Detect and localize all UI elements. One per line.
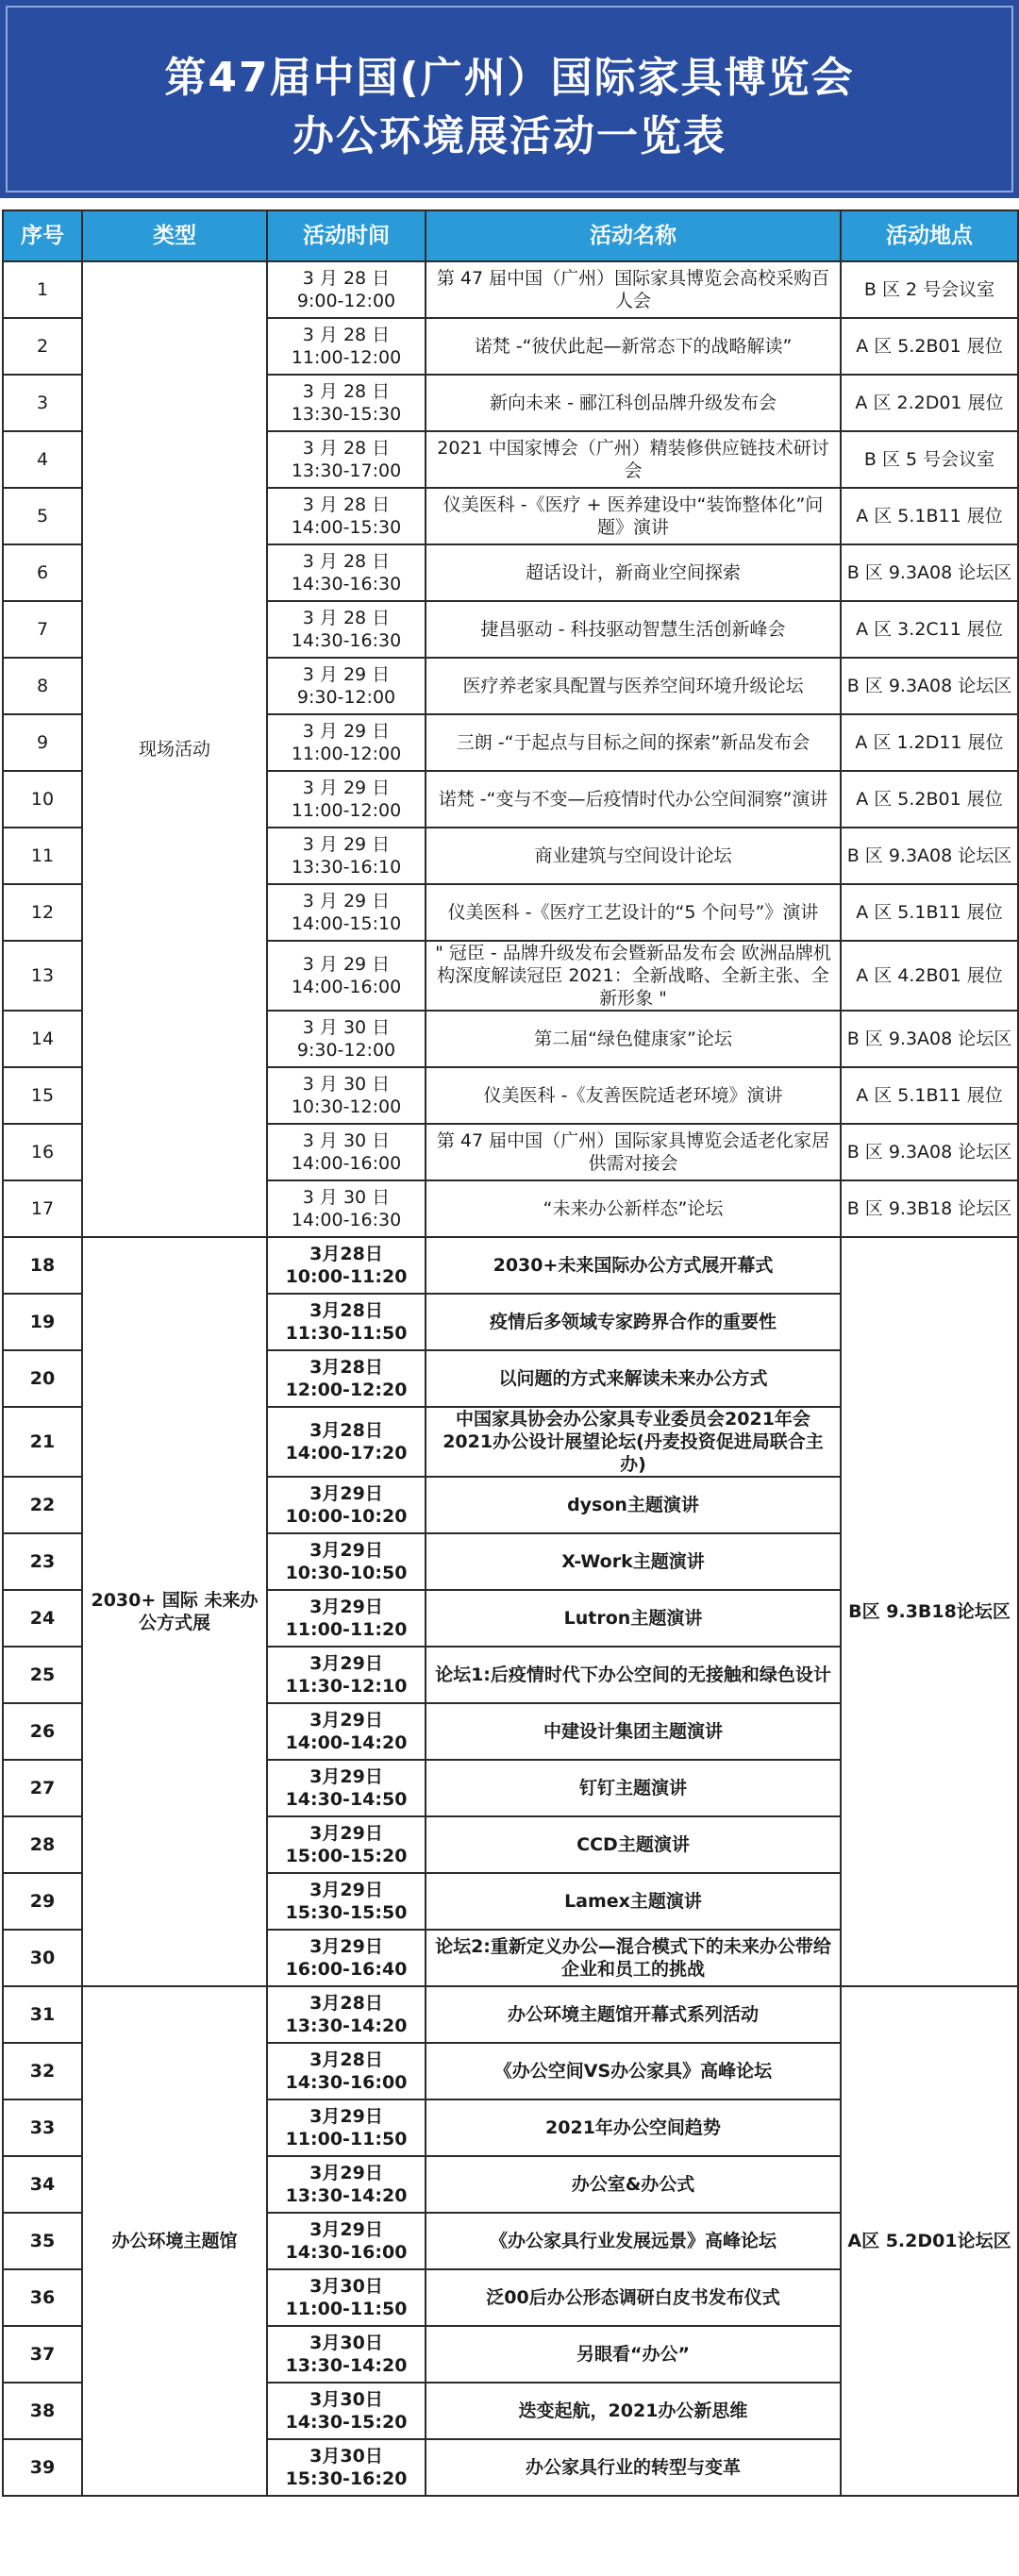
date-text: 3 月 29 日 bbox=[302, 778, 391, 798]
location-cell: A 区 5.1B11 展位 bbox=[841, 1067, 1018, 1124]
row-number: 15 bbox=[3, 1067, 82, 1124]
time-text: 11:00-11:20 bbox=[285, 1619, 408, 1640]
row-number: 23 bbox=[3, 1533, 82, 1590]
date-text: 3 月 30 日 bbox=[302, 1017, 391, 1038]
column-header-type: 类型 bbox=[82, 210, 267, 261]
date-text: 3 月 29 日 bbox=[302, 721, 391, 742]
time-cell bbox=[267, 601, 426, 658]
location-cell: A 区 5.1B11 展位 bbox=[841, 884, 1018, 941]
date-text: 3月29日 bbox=[309, 1823, 383, 1844]
time-cell bbox=[267, 2326, 426, 2383]
time-text: 11:30-11:50 bbox=[285, 1323, 408, 1344]
activity-name: 诺梵 -“彼伏此起—新常态下的战略解读” bbox=[426, 318, 841, 375]
activity-name: “未来办公新样态”论坛 bbox=[426, 1180, 841, 1237]
activity-name: 钉钉主题演讲 bbox=[426, 1760, 841, 1816]
time-text: 14:30-16:00 bbox=[285, 2072, 408, 2093]
time-cell bbox=[267, 714, 426, 771]
date-text: 3 月 30 日 bbox=[302, 1074, 391, 1095]
time-cell bbox=[267, 1294, 426, 1350]
time-text: 14:00-15:30 bbox=[291, 517, 402, 538]
row-number: 18 bbox=[3, 1237, 82, 1294]
row-number: 29 bbox=[3, 1873, 82, 1930]
row-number: 10 bbox=[3, 771, 82, 828]
time-cell bbox=[267, 828, 426, 884]
time-cell bbox=[267, 1477, 426, 1533]
time-text: 14:00-16:30 bbox=[291, 1210, 402, 1230]
time-text: 14:00-16:00 bbox=[291, 1153, 402, 1174]
time-text: 12:00-12:20 bbox=[285, 1380, 408, 1400]
table-header bbox=[3, 210, 1018, 261]
date-text: 3月28日 bbox=[309, 1357, 383, 1378]
location-cell: B 区 5 号会议室 bbox=[841, 431, 1018, 488]
category-cell: 办公环境主题馆 bbox=[82, 1986, 267, 2496]
date-text: 3月30日 bbox=[309, 2389, 383, 2410]
row-number: 37 bbox=[3, 2326, 82, 2383]
time-text: 13:30-14:20 bbox=[285, 2185, 408, 2206]
row-number: 9 bbox=[3, 714, 82, 771]
date-text: 3 月 28 日 bbox=[302, 494, 391, 515]
date-text: 3月29日 bbox=[309, 1597, 383, 1617]
column-header-no: 序号 bbox=[3, 210, 82, 261]
time-text: 9:00-12:00 bbox=[296, 291, 396, 311]
time-text: 10:30-10:50 bbox=[285, 1563, 408, 1583]
activity-name: 第 47 届中国（广州）国际家具博览会适老化家居供需对接会 bbox=[426, 1124, 841, 1180]
date-text: 3月29日 bbox=[309, 1766, 383, 1787]
time-cell bbox=[267, 1124, 426, 1180]
date-text: 3月30日 bbox=[309, 2446, 383, 2467]
row-number: 20 bbox=[3, 1350, 82, 1407]
activity-name: " 冠臣 - 品牌升级发布会暨新品发布会 欧洲品牌机构深度解读冠臣 2021：全新战略、全新主张、全新形象 " bbox=[426, 941, 841, 1011]
row-number: 33 bbox=[3, 2099, 82, 2156]
activity-name: Lutron主题演讲 bbox=[426, 1590, 841, 1647]
activity-name: 办公家具行业的转型与变革 bbox=[426, 2439, 841, 2496]
row-number: 39 bbox=[3, 2439, 82, 2496]
row-number: 11 bbox=[3, 828, 82, 884]
time-cell bbox=[267, 1350, 426, 1407]
time-text: 14:30-14:50 bbox=[285, 1789, 408, 1810]
time-cell bbox=[267, 1590, 426, 1647]
row-number: 12 bbox=[3, 884, 82, 941]
date-text: 3 月 28 日 bbox=[302, 551, 391, 572]
row-number: 35 bbox=[3, 2213, 82, 2269]
row-number: 4 bbox=[3, 431, 82, 488]
date-text: 3 月 29 日 bbox=[302, 891, 391, 912]
location-cell: A 区 5.2B01 展位 bbox=[841, 318, 1018, 375]
date-text: 3 月 28 日 bbox=[302, 268, 391, 289]
activity-name: 医疗养老家具配置与医养空间环境升级论坛 bbox=[426, 658, 841, 714]
activity-name: 超话设计，新商业空间探索 bbox=[426, 544, 841, 601]
row-number: 7 bbox=[3, 601, 82, 658]
table-row bbox=[3, 261, 1018, 318]
date-text: 3 月 28 日 bbox=[302, 438, 391, 459]
row-number: 17 bbox=[3, 1180, 82, 1237]
time-text: 15:30-15:50 bbox=[285, 1902, 408, 1923]
activity-name: 疫情后多领域专家跨界合作的重要性 bbox=[426, 1294, 841, 1350]
table-body bbox=[3, 261, 1018, 2496]
row-number: 16 bbox=[3, 1124, 82, 1180]
time-text: 14:30-16:30 bbox=[291, 630, 402, 651]
date-text: 3月29日 bbox=[309, 2219, 383, 2240]
time-text: 11:00-12:00 bbox=[291, 744, 402, 764]
row-number: 22 bbox=[3, 1477, 82, 1533]
time-cell bbox=[267, 2439, 426, 2496]
time-text: 14:30-16:00 bbox=[285, 2242, 408, 2263]
date-text: 3月28日 bbox=[309, 1300, 383, 1321]
date-text: 3月29日 bbox=[309, 2163, 383, 2183]
activity-name: 泛00后办公形态调研白皮书发布仪式 bbox=[426, 2269, 841, 2326]
time-cell bbox=[267, 1986, 426, 2043]
row-number: 30 bbox=[3, 1930, 82, 1986]
time-cell bbox=[267, 2269, 426, 2326]
time-cell bbox=[267, 1703, 426, 1760]
location-cell: B 区 9.3A08 论坛区 bbox=[841, 828, 1018, 884]
time-text: 10:00-11:20 bbox=[285, 1266, 408, 1287]
time-text: 14:00-15:10 bbox=[291, 913, 402, 934]
date-text: 3 月 29 日 bbox=[302, 834, 391, 855]
date-text: 3月29日 bbox=[309, 1653, 383, 1674]
time-cell bbox=[267, 658, 426, 714]
activity-name: 中建设计集团主题演讲 bbox=[426, 1703, 841, 1760]
column-header-location: 活动地点 bbox=[841, 210, 1018, 261]
location-cell: A 区 5.1B11 展位 bbox=[841, 488, 1018, 544]
table-row bbox=[3, 1986, 1018, 2043]
date-text: 3 月 28 日 bbox=[302, 608, 391, 628]
table-row bbox=[3, 1237, 1018, 1294]
date-text: 3 月 28 日 bbox=[302, 325, 391, 345]
location-cell: B区 9.3B18论坛区 bbox=[841, 1237, 1018, 1986]
date-text: 3月28日 bbox=[309, 1420, 383, 1441]
time-cell bbox=[267, 1533, 426, 1590]
time-cell bbox=[267, 1647, 426, 1703]
time-cell bbox=[267, 1816, 426, 1873]
date-text: 3 月 29 日 bbox=[302, 664, 391, 685]
activity-name: 论坛2:重新定义办公—混合模式下的未来办公带给企业和员工的挑战 bbox=[426, 1930, 841, 1986]
activity-name: 捷昌驱动 - 科技驱动智慧生活创新峰会 bbox=[426, 601, 841, 658]
location-cell: A 区 4.2B01 展位 bbox=[841, 941, 1018, 1011]
category-cell: 2030+ 国际 未来办公方式展 bbox=[82, 1237, 267, 1986]
date-text: 3月28日 bbox=[309, 1244, 383, 1264]
date-text: 3月30日 bbox=[309, 2276, 383, 2297]
time-text: 13:30-16:10 bbox=[291, 857, 402, 878]
date-text: 3月29日 bbox=[309, 1880, 383, 1900]
row-number: 14 bbox=[3, 1011, 82, 1067]
activity-name: 《办公空间VS办公家具》高峰论坛 bbox=[426, 2043, 841, 2099]
location-cell: A 区 5.2B01 展位 bbox=[841, 771, 1018, 828]
activity-name: 仪美医科 -《医疗工艺设计的“5 个问号”》演讲 bbox=[426, 884, 841, 941]
column-header-name: 活动名称 bbox=[426, 210, 841, 261]
row-number: 32 bbox=[3, 2043, 82, 2099]
time-text: 13:30-14:20 bbox=[285, 2016, 408, 2036]
time-cell bbox=[267, 1067, 426, 1124]
time-text: 13:30-14:20 bbox=[285, 2355, 408, 2376]
time-text: 11:00-11:50 bbox=[285, 2129, 408, 2149]
location-cell: A 区 2.2D01 展位 bbox=[841, 375, 1018, 431]
date-text: 3月30日 bbox=[309, 2333, 383, 2353]
activity-name: 新向未来 - 郦江科创品牌升级发布会 bbox=[426, 375, 841, 431]
time-cell bbox=[267, 375, 426, 431]
time-text: 14:30-16:30 bbox=[291, 574, 402, 594]
time-cell bbox=[267, 544, 426, 601]
time-text: 9:30-12:00 bbox=[296, 687, 396, 708]
time-cell bbox=[267, 1930, 426, 1986]
schedule-table bbox=[2, 209, 1019, 2497]
time-text: 10:30-12:00 bbox=[291, 1096, 402, 1117]
location-cell: B 区 2 号会议室 bbox=[841, 261, 1018, 318]
location-cell: A 区 3.2C11 展位 bbox=[841, 601, 1018, 658]
location-cell: B 区 9.3A08 论坛区 bbox=[841, 1011, 1018, 1067]
time-text: 15:30-16:20 bbox=[285, 2468, 408, 2489]
date-text: 3月28日 bbox=[309, 1993, 383, 2014]
activity-name: 以问题的方式来解读未来办公方式 bbox=[426, 1350, 841, 1407]
time-text: 11:30-12:10 bbox=[285, 1676, 408, 1697]
row-number: 13 bbox=[3, 941, 82, 1011]
location-cell: A 区 1.2D11 展位 bbox=[841, 714, 1018, 771]
activity-name: 第 47 届中国（广州）国际家具博览会高校采购百人会 bbox=[426, 261, 841, 318]
date-text: 3 月 30 日 bbox=[302, 1187, 391, 1208]
time-cell bbox=[267, 261, 426, 318]
location-cell: B 区 9.3A08 论坛区 bbox=[841, 544, 1018, 601]
activity-name: 第二届“绿色健康家”论坛 bbox=[426, 1011, 841, 1067]
column-header-time: 活动时间 bbox=[267, 210, 426, 261]
activity-name: 商业建筑与空间设计论坛 bbox=[426, 828, 841, 884]
date-text: 3月28日 bbox=[309, 2049, 383, 2070]
time-text: 15:00-15:20 bbox=[285, 1846, 408, 1866]
time-cell bbox=[267, 1873, 426, 1930]
location-cell: B 区 9.3B18 论坛区 bbox=[841, 1180, 1018, 1237]
row-number: 2 bbox=[3, 318, 82, 375]
time-cell bbox=[267, 1237, 426, 1294]
time-text: 11:00-12:00 bbox=[291, 347, 402, 368]
time-cell bbox=[267, 1760, 426, 1816]
location-cell: A区 5.2D01论坛区 bbox=[841, 1986, 1018, 2496]
time-cell bbox=[267, 771, 426, 828]
title-banner bbox=[0, 0, 1019, 198]
row-number: 19 bbox=[3, 1294, 82, 1350]
time-text: 9:30-12:00 bbox=[296, 1040, 396, 1061]
activity-name: 仪美医科 -《友善医院适老环境》演讲 bbox=[426, 1067, 841, 1124]
time-text: 14:00-16:00 bbox=[291, 977, 402, 997]
time-cell bbox=[267, 884, 426, 941]
time-cell bbox=[267, 2156, 426, 2213]
date-text: 3 月 29 日 bbox=[302, 954, 391, 975]
row-number: 38 bbox=[3, 2383, 82, 2439]
time-text: 14:30-15:20 bbox=[285, 2412, 408, 2433]
activity-name: X-Work主题演讲 bbox=[426, 1533, 841, 1590]
time-cell bbox=[267, 2099, 426, 2156]
time-text: 14:00-17:20 bbox=[285, 1443, 408, 1464]
date-text: 3月29日 bbox=[309, 1710, 383, 1731]
time-cell bbox=[267, 2213, 426, 2269]
row-number: 28 bbox=[3, 1816, 82, 1873]
activity-name: CCD主题演讲 bbox=[426, 1816, 841, 1873]
row-number: 21 bbox=[3, 1407, 82, 1477]
date-text: 3月29日 bbox=[309, 1540, 383, 1561]
activity-name: 另眼看“办公” bbox=[426, 2326, 841, 2383]
time-text: 13:30-15:30 bbox=[291, 404, 402, 425]
row-number: 1 bbox=[3, 261, 82, 318]
date-text: 3月29日 bbox=[309, 1936, 383, 1957]
category-cell: 现场活动 bbox=[82, 261, 267, 1237]
time-cell bbox=[267, 1180, 426, 1237]
row-number: 25 bbox=[3, 1647, 82, 1703]
row-number: 27 bbox=[3, 1760, 82, 1816]
activity-name: 办公环境主题馆开幕式系列活动 bbox=[426, 1986, 841, 2043]
activity-name: 三朗 -“于起点与目标之间的探索”新品发布会 bbox=[426, 714, 841, 771]
time-cell bbox=[267, 488, 426, 544]
row-number: 8 bbox=[3, 658, 82, 714]
date-text: 3月29日 bbox=[309, 2106, 383, 2127]
time-cell bbox=[267, 1011, 426, 1067]
time-cell bbox=[267, 2043, 426, 2099]
row-number: 24 bbox=[3, 1590, 82, 1647]
time-text: 13:30-17:00 bbox=[291, 460, 402, 481]
time-cell bbox=[267, 318, 426, 375]
activity-name: 2021 中国家博会（广州）精装修供应链技术研讨会 bbox=[426, 431, 841, 488]
time-cell bbox=[267, 2383, 426, 2439]
time-text: 11:00-11:50 bbox=[285, 2299, 408, 2319]
activity-name: 2021年办公空间趋势 bbox=[426, 2099, 841, 2156]
activity-name: 仪美医科 -《医疗 + 医养建设中“装饰整体化”问题》演讲 bbox=[426, 488, 841, 544]
activity-name: 论坛1:后疫情时代下办公空间的无接触和绿色设计 bbox=[426, 1647, 841, 1703]
date-text: 3 月 28 日 bbox=[302, 381, 391, 402]
activity-name: 2030+未来国际办公方式展开幕式 bbox=[426, 1237, 841, 1294]
activity-name: dyson主题演讲 bbox=[426, 1477, 841, 1533]
activity-name: 中国家具协会办公家具专业委员会2021年会 2021办公设计展望论坛(丹麦投资促进局联合主办) bbox=[426, 1407, 841, 1477]
activity-name: 办公室&办公式 bbox=[426, 2156, 841, 2213]
page-title: 第47届中国(广州）国际家具博览会 bbox=[164, 54, 855, 102]
time-text: 16:00-16:40 bbox=[285, 1959, 408, 1980]
activity-name: 《办公家具行业发展远景》高峰论坛 bbox=[426, 2213, 841, 2269]
location-cell: B 区 9.3A08 论坛区 bbox=[841, 658, 1018, 714]
row-number: 3 bbox=[3, 375, 82, 431]
row-number: 26 bbox=[3, 1703, 82, 1760]
row-number: 36 bbox=[3, 2269, 82, 2326]
row-number: 34 bbox=[3, 2156, 82, 2213]
row-number: 6 bbox=[3, 544, 82, 601]
time-text: 14:00-14:20 bbox=[285, 1732, 408, 1753]
row-number: 31 bbox=[3, 1986, 82, 2043]
time-cell bbox=[267, 941, 426, 1011]
time-text: 11:00-12:00 bbox=[291, 800, 402, 821]
activity-name: 诺梵 -“变与不变—后疫情时代办公空间洞察”演讲 bbox=[426, 771, 841, 828]
time-cell bbox=[267, 1407, 426, 1477]
date-text: 3 月 30 日 bbox=[302, 1130, 391, 1151]
activity-name: Lamex主题演讲 bbox=[426, 1873, 841, 1930]
row-number: 5 bbox=[3, 488, 82, 544]
time-cell bbox=[267, 431, 426, 488]
time-text: 10:00-10:20 bbox=[285, 1506, 408, 1527]
date-text: 3月29日 bbox=[309, 1483, 383, 1504]
activity-name: 迭变起航，2021办公新思维 bbox=[426, 2383, 841, 2439]
location-cell: B 区 9.3A08 论坛区 bbox=[841, 1124, 1018, 1180]
page-subtitle: 办公环境展活动一览表 bbox=[292, 112, 727, 160]
